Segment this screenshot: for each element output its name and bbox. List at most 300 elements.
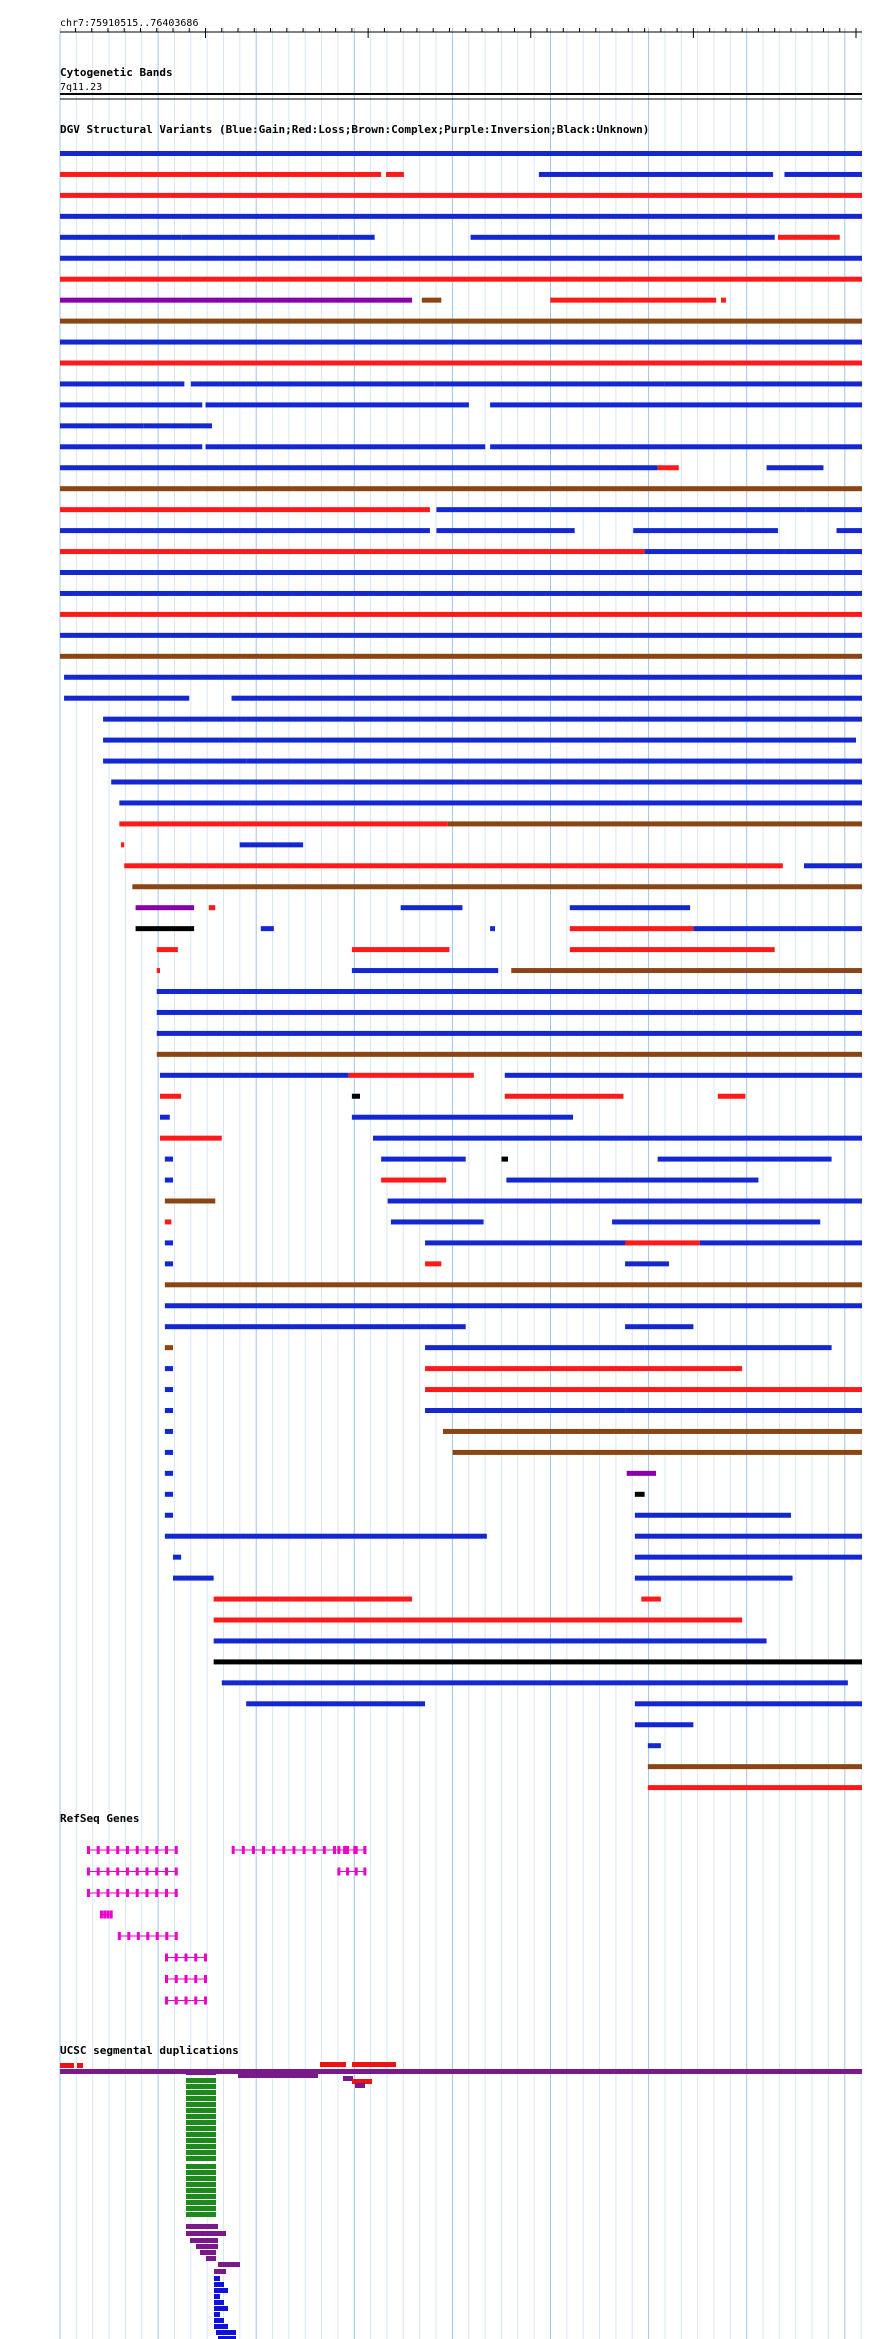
variant-bar	[570, 926, 694, 931]
segdup-block	[186, 2070, 216, 2075]
variant-bar	[165, 1199, 215, 1204]
variant-bar	[435, 381, 664, 386]
variant-bar	[570, 947, 775, 952]
variant-bar	[633, 528, 778, 533]
variant-bar	[778, 235, 840, 240]
variant-bar	[60, 423, 144, 428]
variant-bar	[236, 717, 862, 722]
variant-bar	[767, 465, 824, 470]
variant-bar	[635, 1555, 862, 1560]
variant-bar	[165, 1387, 173, 1392]
variant-bar	[206, 444, 486, 449]
segdup-block	[320, 2062, 346, 2067]
variant-bar	[60, 172, 381, 177]
variant-bar	[448, 821, 862, 826]
gene-exon	[363, 1846, 366, 1854]
segdup-block	[216, 2330, 236, 2335]
gene-exon	[292, 1846, 295, 1854]
gene-exon	[204, 1975, 207, 1983]
variant-bar	[436, 507, 550, 512]
cytoband-label: 7q11.23	[60, 82, 103, 93]
variant-bar	[700, 1240, 862, 1245]
variant-bar	[160, 1094, 181, 1099]
segdup-block	[214, 2288, 228, 2293]
variant-bar	[165, 1429, 173, 1434]
variant-bar	[505, 1073, 669, 1078]
gene-exon	[346, 1868, 349, 1876]
variant-bar	[550, 298, 716, 303]
gene-exon	[165, 1889, 168, 1897]
variant-bar	[165, 1345, 173, 1350]
segdup-block	[343, 2069, 351, 2074]
gene-exon	[103, 1911, 106, 1919]
variant-bar	[612, 1219, 820, 1224]
gene-exon	[145, 1846, 148, 1854]
segdup-block	[214, 2306, 228, 2311]
variant-bar	[60, 507, 430, 512]
gene-exon	[242, 1846, 245, 1854]
variant-bar	[60, 298, 412, 303]
gene-exon	[323, 1846, 326, 1854]
variant-bar	[425, 1261, 441, 1266]
gene-exon	[97, 1868, 100, 1876]
variant-bar	[625, 1303, 862, 1308]
segdup-block	[186, 2164, 216, 2169]
variant-bar	[471, 235, 775, 240]
gene-exon	[185, 1975, 188, 1983]
gene-exon	[185, 1997, 188, 2005]
segdup-block	[186, 2096, 216, 2101]
variant-bar	[246, 759, 765, 764]
gene-exon	[155, 1868, 158, 1876]
gene-exon	[165, 1932, 168, 1940]
dgv-track-title: DGV Structural Variants (Blue:Gain;Red:Loss;Brown:Complex;Purple:Inversion;Black:Unknown)	[60, 123, 650, 136]
variant-bar	[165, 1261, 173, 1266]
segdup-block	[60, 2069, 862, 2074]
gene-exon	[165, 1997, 168, 2005]
variant-bar	[191, 381, 435, 386]
variant-bar	[60, 591, 862, 596]
variant-bar	[60, 340, 862, 345]
gene-exon	[363, 1868, 366, 1876]
variant-bar	[635, 1513, 791, 1518]
segdup-block	[186, 2108, 216, 2113]
variant-bar	[373, 1136, 862, 1141]
gene-exon	[175, 1932, 178, 1940]
variant-bar	[132, 884, 862, 889]
variant-bar	[165, 1240, 173, 1245]
variant-bar	[511, 968, 862, 973]
variant-bar	[60, 214, 862, 219]
variant-bar	[165, 1450, 173, 1455]
segdup-block	[214, 2300, 224, 2305]
variant-bar	[664, 381, 862, 386]
variant-bar	[658, 465, 679, 470]
variant-bar	[64, 675, 862, 680]
segdup-block	[186, 2194, 216, 2199]
variant-bar	[60, 570, 862, 575]
variant-bar	[425, 1345, 645, 1350]
gene-exon	[155, 1846, 158, 1854]
gene-exon	[175, 1868, 178, 1876]
variant-bar	[165, 1219, 172, 1224]
variant-bar	[60, 486, 862, 491]
variant-bar	[645, 1345, 832, 1350]
segdup-block	[186, 2206, 216, 2211]
gene-exon	[175, 1997, 178, 2005]
gene-exon	[116, 1868, 119, 1876]
variant-bar	[261, 926, 274, 931]
gene-exon	[106, 1889, 109, 1897]
variant-bar	[119, 800, 862, 805]
segdup-block	[186, 2078, 216, 2083]
variant-bar	[136, 905, 195, 910]
gene-exon	[136, 1846, 139, 1854]
gene-exon	[87, 1846, 90, 1854]
gene-exon	[146, 1932, 149, 1940]
variant-bar	[693, 926, 862, 931]
segdup-block	[186, 2188, 216, 2193]
variant-bar	[165, 1471, 173, 1476]
segdup-block	[196, 2244, 218, 2249]
gene-exon	[116, 1889, 119, 1897]
variant-bar	[157, 968, 160, 973]
gene-exon	[87, 1868, 90, 1876]
variant-bar	[625, 1240, 700, 1245]
variant-bar	[60, 465, 658, 470]
gene-exon	[252, 1846, 255, 1854]
refseq-track-title: RefSeq Genes	[60, 1812, 140, 1825]
variant-bar	[232, 696, 450, 701]
gene-exon	[175, 1954, 178, 1962]
variant-bar	[60, 235, 181, 240]
segdup-block	[218, 2262, 240, 2267]
variant-bar	[214, 1597, 412, 1602]
segdup-block	[186, 2090, 216, 2095]
variant-bar	[60, 444, 202, 449]
variant-bar	[658, 1157, 832, 1162]
segdup-block	[238, 2073, 318, 2078]
segdup-block	[355, 2083, 365, 2088]
variant-bar	[635, 1576, 793, 1581]
variant-bar	[550, 507, 805, 512]
gene-exon	[204, 1997, 207, 2005]
gene-exon	[126, 1889, 129, 1897]
gene-exon	[145, 1889, 148, 1897]
variant-bar	[165, 1534, 487, 1539]
segdup-block	[186, 2176, 216, 2181]
gene-exon	[337, 1868, 340, 1876]
grid-lines	[60, 28, 861, 2339]
variant-bar	[641, 1597, 661, 1602]
gene-exon	[303, 1846, 306, 1854]
segdup-block	[190, 2238, 218, 2243]
variant-bar	[806, 507, 862, 512]
variant-bar	[121, 842, 124, 847]
variant-bar	[157, 947, 178, 952]
variant-bar	[214, 1659, 862, 1664]
variant-bar	[160, 1073, 349, 1078]
variant-bar	[784, 549, 862, 554]
cytoband-track-title: Cytogenetic Bands	[60, 66, 173, 79]
variant-bar	[165, 1157, 173, 1162]
variant-bar	[635, 1534, 862, 1539]
variant-bar	[386, 172, 404, 177]
position-readout: chr7:75910515..76403686	[60, 18, 199, 29]
segdup-block	[214, 2294, 220, 2299]
variant-bar	[501, 1157, 508, 1162]
variant-bar	[165, 1282, 862, 1287]
variant-bar	[635, 1701, 862, 1706]
gene-exon	[97, 1846, 100, 1854]
variant-bar	[165, 1366, 173, 1371]
segdup-block	[214, 2312, 220, 2317]
variant-bar	[784, 172, 862, 177]
variant-bar	[165, 1408, 173, 1413]
variant-bar	[349, 1073, 474, 1078]
gene-exon	[106, 1846, 109, 1854]
segdup-block	[343, 2076, 353, 2081]
variant-bar	[436, 528, 574, 533]
segdup-block	[105, 2069, 111, 2074]
variant-bar	[60, 528, 430, 533]
segdup-block	[206, 2256, 216, 2261]
variant-bar	[425, 1408, 625, 1413]
gene-exon	[272, 1846, 275, 1854]
variant-bar	[111, 780, 862, 785]
segdup-block	[186, 2200, 216, 2205]
gene-exon	[137, 1932, 140, 1940]
segdup-block	[186, 2126, 216, 2131]
variant-bar	[635, 1492, 645, 1497]
variant-bar	[173, 1555, 181, 1560]
gene-exon	[194, 1954, 197, 1962]
variant-bar	[836, 528, 862, 533]
variant-bar	[425, 1240, 628, 1245]
segdup-block	[214, 2282, 224, 2287]
variant-bar	[165, 1513, 173, 1518]
gene-exon	[118, 1932, 121, 1940]
variant-bar	[804, 863, 862, 868]
segdup-track-title: UCSC segmental duplications	[60, 2044, 239, 2057]
gene-exon	[100, 1911, 103, 1919]
variant-bar	[635, 1722, 694, 1727]
variant-bar	[60, 193, 862, 198]
gene-exon	[337, 1846, 340, 1854]
gene-exon	[106, 1868, 109, 1876]
variant-bar	[60, 256, 862, 261]
variant-bar	[453, 1450, 862, 1455]
segdup-block	[214, 2318, 224, 2323]
variant-bar	[222, 1680, 848, 1685]
variant-bar	[505, 1094, 624, 1099]
gene-exon	[204, 1954, 207, 1962]
variant-bar	[570, 905, 690, 910]
segdup-block	[356, 2062, 396, 2067]
variant-bar	[209, 905, 216, 910]
variant-bar	[214, 1638, 767, 1643]
variant-bar	[693, 1010, 862, 1015]
variant-bar	[60, 549, 645, 554]
gene-exon	[175, 1975, 178, 1983]
variant-bar	[60, 654, 862, 659]
variant-bar	[124, 863, 783, 868]
variant-bar	[214, 1618, 743, 1623]
variant-bar	[60, 319, 862, 324]
gene-exon	[165, 1868, 168, 1876]
variant-bar	[246, 1701, 425, 1706]
variant-bar	[648, 1743, 661, 1748]
variant-bar	[401, 905, 463, 910]
segdup-block	[186, 2120, 216, 2125]
variant-bar	[165, 1324, 425, 1329]
gene-exon	[262, 1846, 265, 1854]
gene-exon	[355, 1846, 358, 1854]
variant-bar	[60, 402, 202, 407]
gene-exon	[145, 1868, 148, 1876]
variant-bar	[352, 968, 498, 973]
variant-bar	[449, 696, 862, 701]
segdup-block	[214, 2324, 228, 2329]
variant-bar	[648, 1785, 862, 1790]
segdup-block	[186, 2144, 216, 2149]
gene-exon	[165, 1954, 168, 1962]
variant-bar	[339, 235, 375, 240]
segdup-block	[200, 2250, 216, 2255]
variant-bar	[103, 759, 246, 764]
segdup-block	[214, 2269, 226, 2274]
variant-bar	[181, 235, 339, 240]
variant-bar	[627, 1471, 656, 1476]
segdup-block	[186, 2150, 216, 2155]
variant-bar	[60, 381, 184, 386]
variant-bar	[425, 1303, 625, 1308]
gene-exon	[232, 1846, 235, 1854]
variant-bar	[425, 1324, 466, 1329]
coordinate-ruler	[60, 28, 862, 38]
variant-bar	[669, 1073, 862, 1078]
gene-exon	[127, 1932, 130, 1940]
variant-bar	[60, 633, 862, 638]
gene-exon	[355, 1868, 358, 1876]
variant-bar	[625, 1261, 669, 1266]
segdup-block	[186, 2231, 226, 2236]
segdup-block	[60, 2063, 74, 2068]
variant-bar	[173, 1576, 214, 1581]
variant-bar	[352, 1094, 360, 1099]
gene-exon	[185, 1954, 188, 1962]
segdup-block	[186, 2114, 216, 2119]
gene-exon	[116, 1846, 119, 1854]
gene-exon	[126, 1868, 129, 1876]
variant-bar	[64, 696, 189, 701]
variant-bar	[165, 1492, 173, 1497]
gene-exon	[333, 1846, 336, 1854]
segdup-block	[186, 2084, 216, 2089]
variant-bar	[625, 1408, 862, 1413]
segdup-block	[186, 2102, 216, 2107]
gene-exon	[156, 1932, 159, 1940]
variant-bar	[60, 361, 862, 366]
variant-bar	[721, 298, 726, 303]
gene-exon	[175, 1889, 178, 1897]
gene-exon	[175, 1846, 178, 1854]
variant-bar	[490, 402, 862, 407]
variant-bar	[443, 1429, 862, 1434]
segdup-block	[77, 2063, 83, 2068]
variant-bar	[391, 1219, 484, 1224]
gene-exon	[165, 1975, 168, 1983]
variant-bar	[157, 1031, 862, 1036]
variant-bar	[60, 277, 862, 282]
variant-bar	[60, 612, 862, 617]
variant-bar	[165, 1178, 173, 1183]
variant-bar	[352, 1115, 573, 1120]
variant-bar	[490, 444, 862, 449]
variant-bar	[381, 1178, 446, 1183]
gene-exon	[110, 1911, 113, 1919]
variant-bar	[490, 926, 495, 931]
variant-bar	[539, 172, 773, 177]
variant-bar	[648, 1764, 862, 1769]
refseq-genes-track	[87, 1846, 366, 2005]
variant-bar	[506, 1178, 758, 1183]
variant-bar	[381, 1157, 466, 1162]
gene-exon	[194, 1975, 197, 1983]
gene-exon	[313, 1846, 316, 1854]
gene-exon	[346, 1846, 349, 1854]
variant-bar	[165, 1303, 425, 1308]
segdup-block	[186, 2182, 216, 2187]
variant-bar	[103, 738, 856, 743]
variant-bar	[240, 842, 303, 847]
gene-exon	[136, 1889, 139, 1897]
variant-bar	[425, 1387, 862, 1392]
variant-bar	[160, 1115, 170, 1120]
variant-bar	[425, 1366, 742, 1371]
variant-bar	[103, 717, 236, 722]
variant-bar	[718, 1094, 746, 1099]
variant-bar	[352, 947, 450, 952]
gene-exon	[106, 1911, 109, 1919]
variant-bar	[388, 1199, 862, 1204]
segdup-block	[186, 2224, 218, 2229]
variant-bar	[144, 423, 212, 428]
gene-exon	[126, 1846, 129, 1854]
variant-bar	[157, 989, 862, 994]
segdup-block	[214, 2276, 220, 2281]
variant-bar	[136, 926, 195, 931]
gene-exon	[136, 1868, 139, 1876]
variant-bar	[119, 821, 447, 826]
variant-bar	[625, 1324, 693, 1329]
variant-bar	[206, 402, 469, 407]
gene-exon	[282, 1846, 285, 1854]
dgv-structural-variants-track	[60, 151, 862, 1790]
gene-exon	[194, 1997, 197, 2005]
variant-bar	[422, 298, 442, 303]
segdup-block	[186, 2170, 216, 2175]
variant-bar	[160, 1136, 222, 1141]
segmental-duplications-track	[60, 2062, 862, 2339]
variant-bar	[157, 1010, 694, 1015]
gene-exon	[165, 1846, 168, 1854]
gene-exon	[97, 1889, 100, 1897]
segdup-block	[186, 2138, 216, 2143]
variant-bar	[765, 759, 862, 764]
gene-exon	[87, 1889, 90, 1897]
variant-bar	[157, 1052, 862, 1057]
